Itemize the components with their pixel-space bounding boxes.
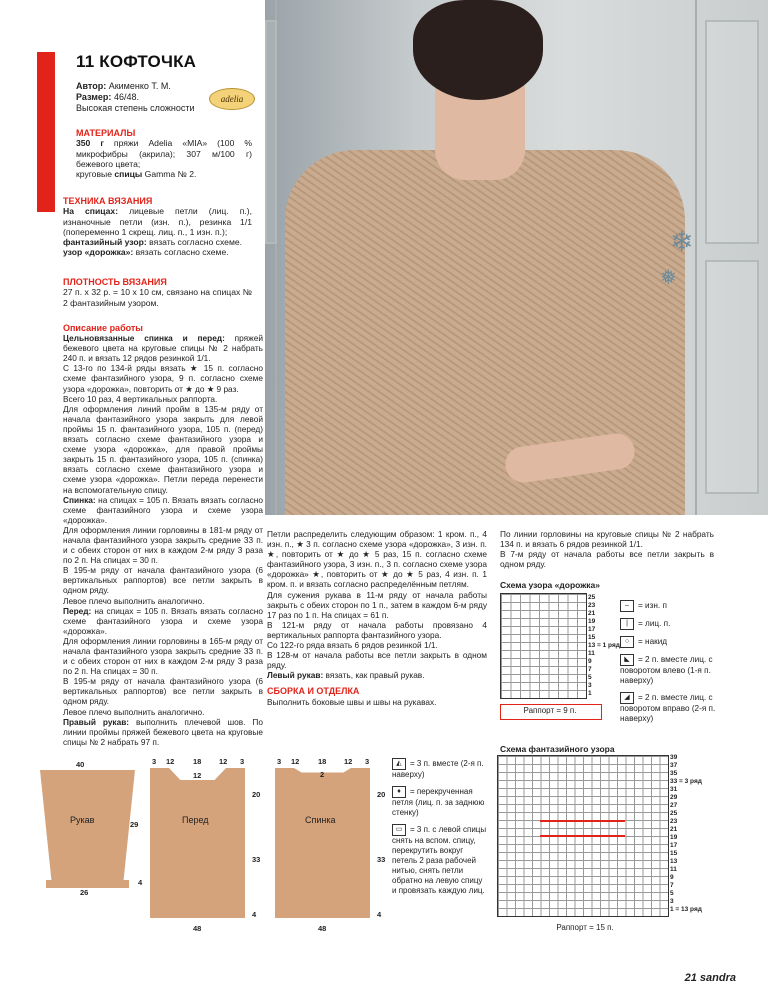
schema-row-label: 19 [670,834,678,841]
difficulty: Высокая степень сложности [76,103,195,113]
back-neck-measure: 2 [320,770,325,779]
schema-row-label: 9 [670,874,674,881]
schema-row-label: 3 [670,898,674,905]
schema-row-label: 7 [670,882,674,889]
technique-needles: лицевые петли (лиц. п.), изнаночные петли (изн. п.), резинка 1/1 (попеременно 1 скрещ. лиц. п., 1 изн. п.); [63,206,253,237]
legend-symbol-icon: ▭ [392,824,406,836]
technique-fancy: вязать согласно схеме. [146,237,243,248]
schema-row-label: 17 [588,626,596,633]
desc-p3: Всего 10 раз, 4 вертикальных раппорта. [63,393,218,404]
materials-section [76,128,252,179]
legend-symbol-icon: | [620,618,634,630]
front-measure-3: 18 [193,757,202,766]
desc-p10: Для оформления линии горловины в 165-м ряду от начала фантазийного узора закрыть средние 33 п. и с обеих сторон от них в каждом 2-м ряду 3 раза по 2 п. На спицах = 30 п. [63,635,263,677]
materials-amount: 350 г [76,138,104,149]
desc-p9: на спицах = 105 п. Вязать вязать согласно схеме фантазийного узора и схеме узора «дорожка». [63,605,263,636]
schema-row-label: 15 [588,634,596,641]
schema-fancy-title: Схема фантазийного узора [500,744,615,754]
back-h2-measure: 33 [377,855,386,864]
schema-row-label: 15 [670,850,678,857]
front-width-measure: 48 [193,924,202,933]
schema-row-label: 1 = 13 ряд [670,906,702,913]
desc-back-label: Спинка: [63,494,96,505]
neckline-section [500,529,714,569]
front-measure-5: 3 [240,757,245,766]
density-section [63,277,252,308]
schema-row-label: 33 = 3 ряд [670,778,702,785]
schema-row-label: 19 [588,618,596,625]
left-sleeve-label: Левый рукав: [267,670,324,681]
author: Акименко Т. М. [108,81,171,91]
front-h2-measure: 33 [252,855,261,864]
size-label: Размер: [76,92,112,102]
desc-p6: Для оформления линии горловины в 181-м ряду от начала фантазийного узора закрыть средние 33 п. и с обеих сторон от них в каждом 2-м ряду 3 раза по 2 п. На спицах = 30 п. [63,524,263,566]
sleeve-continuation [267,529,487,707]
legend-item [392,824,487,896]
description-heading: Описание работы [63,323,143,333]
legend-item [620,692,730,724]
assembly-heading: СБОРКА И ОТДЕЛКА [267,686,360,697]
legend-symbol-icon: ◢ [620,692,634,704]
schema-row-label: 17 [670,842,678,849]
schema-row-label: 23 [588,602,596,609]
schema-row-label: 31 [670,786,678,793]
back-measure-2: 12 [291,757,300,766]
schema-row-label: 21 [588,610,596,617]
schema-row-label: 35 [670,770,678,777]
legend-text: = изн. п [638,601,667,611]
legend-symbol-icon: ◣ [620,654,634,666]
schema-row-label: 11 [588,650,595,657]
legend-symbol-icon: ○ [620,636,634,648]
snowflake-icon: ❅ [660,267,677,289]
materials-needles: спицы [114,169,143,180]
legend-text: = 3 п. вместе (2-я п. наверху) [392,759,484,779]
schema-row-label: 39 [670,754,678,761]
desc-p7: В 195-м ряду от начала фантазийного узора (6 вертикальных раппортов) все петли закрыть в одном ряду. [63,565,263,596]
front-measure-2: 12 [166,757,175,766]
schema-row-label: 23 [670,818,678,825]
density-text: 27 п. х 32 р. = 10 х 10 см, связано на спицах № 2 фантазийным узором. [63,287,252,308]
technique-path-label: узор «дорожка»: [63,247,134,258]
back-measure-5: 3 [365,757,370,766]
front-measure-1: 3 [152,757,157,766]
legend-text: = 3 п. с левой спицы снять на вспом. спицу, перекрутить вокруг петель 2 раза рабочей нитью, снять петли обратно на левую спицу и провязать каждую лиц. [392,825,487,895]
materials-text2: круговые [76,169,115,180]
desc-sleeve-label: Правый рукав: [63,716,130,727]
col3-p2: В 7-м ряду от начала работы все петли закрыть в одном ряду. [500,549,714,570]
front-h3-measure: 4 [252,910,257,919]
legend-text: = 2 п. вместе лиц. с поворотом влево (1-я п. наверху) [620,655,713,685]
front-h1-measure: 20 [252,790,261,799]
schema-row-label: 13 = 1 ряд [588,642,620,649]
desc-front-label: Перед: [63,605,92,616]
legend-symbol-icon: ♦ [392,786,406,798]
schema-row-label: 29 [670,794,678,801]
technique-path: вязать согласно схеме. [133,247,229,258]
desc-p5: на спицах = 105 п. Вязать вязать согласно схеме фантазийного узора и схеме узора «дорожка». [63,494,263,525]
col2-p1: Петли распределить следующим образом: 1 кром. п., 4 изн. п., ★ 3 п. согласно схеме узора «дорожка», 3 изн. п. ★, повторить от ★ до ★ 5 раз, 15 п. согласно схеме фантазийного узора, 3 изн. п., 3 п. согласно схеме узора «дорожка» ★, повторить от ★ до ★ 5 раз, 4 изн. п. 1 кром. п. и вязать согласно распределённым петлям. [267,529,487,590]
technique-fancy-label: фантазийный узор: [63,237,147,248]
desc-p11: В 195-м ряду от начала фантазийного узора (6 вертикальных раппортов) все петли закрыть в одном ряду. [63,676,263,707]
schema-row-label: 11 [670,866,677,873]
back-h1-measure: 20 [377,790,386,799]
schema-row-label: 25 [670,810,678,817]
header-info [76,81,195,114]
author-label: Автор: [76,81,107,91]
schema-row-label: 5 [670,890,674,897]
size: 46/48. [113,92,139,102]
legend-main [620,600,730,730]
materials-heading: МАТЕРИАЛЫ [76,128,136,138]
schema-fancy-rapport: Раппорт = 15 п. [556,923,614,932]
model-photo [265,0,768,515]
technique-needles-label: На спицах: [63,206,119,217]
red-marker [540,835,625,837]
desc-p2: С 13-го по 134-й ряды вязать ★ 15 п. согласно схеме фантазийного узора, 9 п. согласно схеме узора «дорожка», повторить от ★ до ★ 9 раз. [63,363,263,394]
page-title: 11 КОФТОЧКА [76,52,197,71]
sleeve-top-measure: 40 [76,760,85,769]
legend-symbol-icon: ◭ [392,758,406,770]
sleeve-label: Рукав [70,815,95,825]
col2-p4: Со 122-го ряда вязать 6 рядов резинкой 1/1. [267,640,438,651]
legend-item [392,786,487,818]
legend-text: = перекрученная петля (лиц. п. за заднюю стенку) [392,787,485,817]
front-measure-4: 12 [219,757,228,766]
materials-text: пряжи Adelia «MIA» (100 % микрофибры (акрила); 307 м/100 г) бежевого цвета; [76,138,253,169]
col2-p2: Для сужения рукава в 11-м ряду от начала работы закрыть с обеих сторон по 1 п., затем в каждом 6-м ряду 17 раз по 1 п. На спицах = 61 п. [267,589,487,620]
back-label: Спинка [305,815,336,825]
technique-section [63,196,252,258]
legend-text: = накид [638,637,668,647]
schema-path-rapport: Раппорт = 9 п. [523,706,577,715]
schema-row-label: 9 [588,658,592,665]
legend-text: = лиц. п. [638,619,671,629]
legend-item [620,600,730,612]
col2-p5: В 128-м от начала работы все петли закрыть в одном ряду. [267,650,487,671]
desc-p12: Левое плечо выполнить аналогично. [63,706,205,717]
schema-row-label: 37 [670,762,678,769]
desc-p13: выполнить плечевой шов. По линии проймы пряжей бежевого цвета на круговые спицы № 2 набрать 97 п. [63,716,263,747]
adelia-logo: adelia [209,88,255,110]
legend-text: = 2 п. вместе лиц. с поворотом вправо (2-я п. наверху) [620,693,716,723]
legend-item [620,636,730,648]
desc-p1: пряжей бежевого цвета на круговые спицы № 2 набрать 240 п. и вязать 12 рядов резинкой 1/1. [63,333,263,364]
schema-row-label: 7 [588,666,592,673]
col3-p1: По линии горловины на круговые спицы № 2 набрать 134 п. и вязать 6 рядов резинкой 1/1. [500,529,714,550]
schema-row-label: 13 [670,858,678,865]
back-h3-measure: 4 [377,910,382,919]
description-section [63,323,263,747]
back-width-measure: 48 [318,924,327,933]
front-neck-measure: 12 [193,771,202,780]
back-measure-3: 18 [318,757,327,766]
legend-extra [392,758,487,902]
col2-p6: вязать, как правый рукав. [323,670,425,681]
schema-row-label: 25 [588,594,596,601]
schema-path-title: Схема узора «дорожка» [500,580,600,590]
back-measure-4: 12 [344,757,353,766]
back-measure-1: 3 [277,757,282,766]
technique-heading: ТЕХНИКА ВЯЗАНИЯ [63,196,153,206]
col2-p3: В 121-м ряду от начала работы провязано 4 вертикальных раппорта фантазийного узора. [267,619,487,640]
materials-text2-end: Gamma № 2. [142,169,197,180]
sleeve-bottom-measure: 26 [80,888,89,897]
density-heading: ПЛОТНОСТЬ ВЯЗАНИЯ [63,277,167,287]
front-label: Перед [182,815,209,825]
sleeve-cuff-measure: 4 [138,878,143,887]
page-footer: 21 sandra [684,972,736,984]
schema-row-label: 1 [588,690,592,697]
desc-p4: Для оформления линий пройм в 135-м ряду от начала фантазийного узора закрыть для левой проймы 15 п. фантазийного узора, 105 п. (перед) вязать согласно схеме фантазийного узора и схеме узора «дорожка», для правой проймы закрыть 15 п. фантазийного узора, 105 п. (спинка) вязать согласно схеме фантазийного узора и схеме узора «дорожка». Петли переда перенести на вспомогательную спицу. [63,403,263,495]
red-marker [540,820,625,822]
desc-p8: Левое плечо выполнить аналогично. [63,595,205,606]
schema-row-label: 5 [588,674,592,681]
snowflake-icon: ❄ [670,226,694,257]
legend-item [620,654,730,686]
legend-item [392,758,487,780]
red-accent-bar [37,52,55,212]
legend-symbol-icon: – [620,600,634,612]
schema-row-label: 27 [670,802,678,809]
schema-path-grid [500,593,587,699]
sleeve-side-measure: 29 [130,820,139,829]
legend-item [620,618,730,630]
schema-row-label: 3 [588,682,592,689]
col2-p7: Выполнить боковые швы и швы на рукавах. [267,696,437,707]
schema-row-label: 21 [670,826,678,833]
desc-p1-label: Цельновязанные спинка и перед: [63,333,225,344]
